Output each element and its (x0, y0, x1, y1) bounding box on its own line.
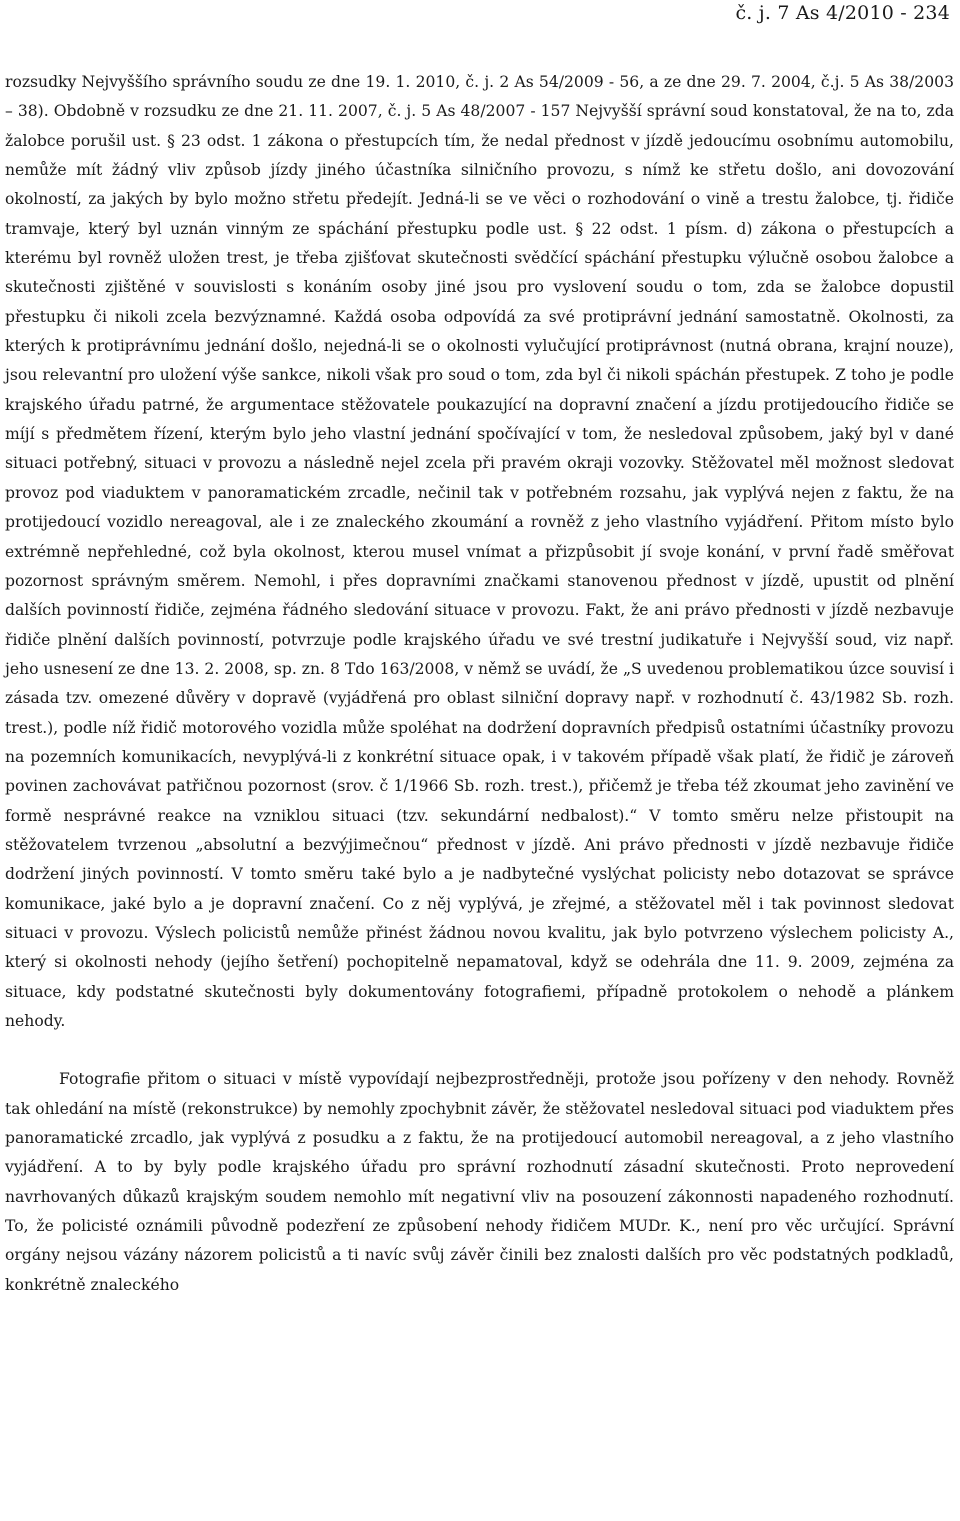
document-body (5, 68, 954, 1300)
page-header-case-number: č. j. 7 As 4/2010 - 234 (735, 2, 950, 24)
paragraph-2: Fotografie přitom o situaci v místě vypovídají nejbezprostředněji, protože jsou pořízeny v den nehody. Rovněž tak ohledání na místě (rekonstrukce) by nemohly zpochybnit závěr, že stěžovatel nesledoval situaci pod viaduktem přes panoramatické zrcadlo, jak vyplývá z posudku a z faktu, že na protijedoucí automobil nereagoval, a z jeho vlastního vyjádření. A to by byly podle krajského úřadu pro správní rozhodnutí zásadní skutečnosti. Proto neprovedení navrhovaných důkazů krajským soudem nemohlo mít negativní vliv na posouzení zákonnosti napadeného rozhodnutí. To, že policisté oznámili původně podezření ze způsobení nehody řidičem MUDr. K., není pro věc určující. Správní orgány nejsou vázány názorem policistů a ti navíc svůj závěr činili bez znalosti dalších pro věc podstatných podkladů, konkrétně znaleckého (5, 1070, 954, 1294)
paragraph-1: rozsudky Nejvyššího správního soudu ze dne 19. 1. 2010, č. j. 2 As 54/2009 - 56, a ze dne 29. 7. 2004, č.j. 5 As 38/2003 – 38). Obdobně v rozsudku ze dne 21. 11. 2007, č. j. 5 As 48/2007 - 157 Nejvyšší správní soud konstatoval, že na to, zda žalobce porušil ust. § 23 odst. 1 zákona o přestupcích tím, že nedal přednost v jízdě jedoucímu osobnímu automobilu, nemůže mít žádný vliv způsob jízdy jiného účastníka silničního provozu, s nímž ke střetu došlo, ani dovozování okolností, za jakých by bylo možno střetu předejít. Jedná-li se ve věci o rozhodování o vině a trestu žalobce, tj. řidiče tramvaje, který byl uznán vinným ze spáchání přestupku podle ust. § 22 odst. 1 písm. d) zákona o přestupcích a kterému byl rovněž uložen trest, je třeba zjišťovat skutečnosti svědčící spáchání přestupku výlučně osobou žalobce a skutečnosti zjištěné v souvislosti s konáním osoby jiné jsou pro vyslovení soudu o tom, zda se žalobce dopustil přestupku či nikoli zcela bezvýznamné. Každá osoba odpovídá za své protiprávní jednání samostatně. Okolnosti, za kterých k protiprávnímu jednání došlo, nejedná-li se o okolnosti vylučující protiprávnost (nutná obrana, krajní nouze), jsou relevantní pro uložení výše sankce, nikoli však pro soud o tom, zda byl či nikoli spáchán přestupek. Z toho je podle krajského úřadu patrné, že argumentace stěžovatele poukazující na dopravní značení a jízdu protijedoucího řidiče se míjí s předmětem řízení, kterým bylo jeho vlastní jednání spočívající v tom, že nesledoval způsobem, jaký byl v dané situaci potřebný, situaci v provozu a následně nejel zcela při pravém okraji vozovky. Stěžovatel měl možnost sledovat provoz pod viaduktem v panoramatickém zrcadle, nečinil tak v potřebném rozsahu, jak vyplývá nejen z faktu, že na protijedoucí vozidlo nereagoval, ale i ze znaleckého zkoumání a rovněž z jeho vlastního vyjádření. Přitom místo bylo extrémně nepřehledné, což byla okolnost, kterou musel vnímat a přizpůsobit jí svoje konání, v první řadě směřovat pozornost správným směrem. Nemohl, i přes dopravními značkami stanovenou přednost v jízdě, upustit od plnění dalších povinností řidiče, zejména řádného sledování situace v provozu. Fakt, že ani právo přednosti v jízdě nezbavuje řidiče plnění dalších povinností, potvrzuje podle krajského úřadu ve své trestní judikatuře i Nejvyšší soud, viz např. jeho usnesení ze dne 13. 2. 2008, sp. zn. 8 Tdo 163/2008, v němž se uvádí, že „S uvedenou problematikou úzce souvisí i zásada tzv. omezené důvěry v dopravě (vyjádřená pro oblast silniční dopravy např. v rozhodnutí č. 43/1982 Sb. rozh. trest.), podle níž řidič motorového vozidla může spoléhat na dodržení dopravních předpisů ostatními účastníky provozu na pozemních komunikacích, nevyplývá-li z konkrétní situace opak, i v takovém případě však platí, že řidič je zároveň povinen zachovávat patřičnou pozornost (srov. č 1/1966 Sb. rozh. trest.), přičemž je třeba též zkoumat jeho zavinění ve formě nesprávné reakce na vzniklou situaci (tzv. sekundární nedbalost).“ V tomto směru nelze přistoupit na stěžovatelem tvrzenou „absolutní a bezvýjimečnou“ přednost v jízdě. Ani právo přednosti v jízdě nezbavuje řidiče dodržení jiných povinností. V tomto směru také bylo a je nadbytečné vyslýchat policisty nebo dotazovat se správce komunikace, jaké bylo a je dopravní značení. Co z něj vyplývá, je zřejmé, a stěžovatel měl i tak povinnost sledovat situaci v provozu. Výslech policistů nemůže přinést žádnou novou kvalitu, jak bylo potvrzeno výslechem policisty A., který si okolnosti nehody (jejího šetření) pochopitelně nepamatoval, když se odehrála dne 11. 9. 2009, zejména za situace, kdy podstatné skutečnosti byly dokumentovány fotografiemi, případně protokolem o nehodě a plánkem nehody. (5, 73, 954, 1030)
